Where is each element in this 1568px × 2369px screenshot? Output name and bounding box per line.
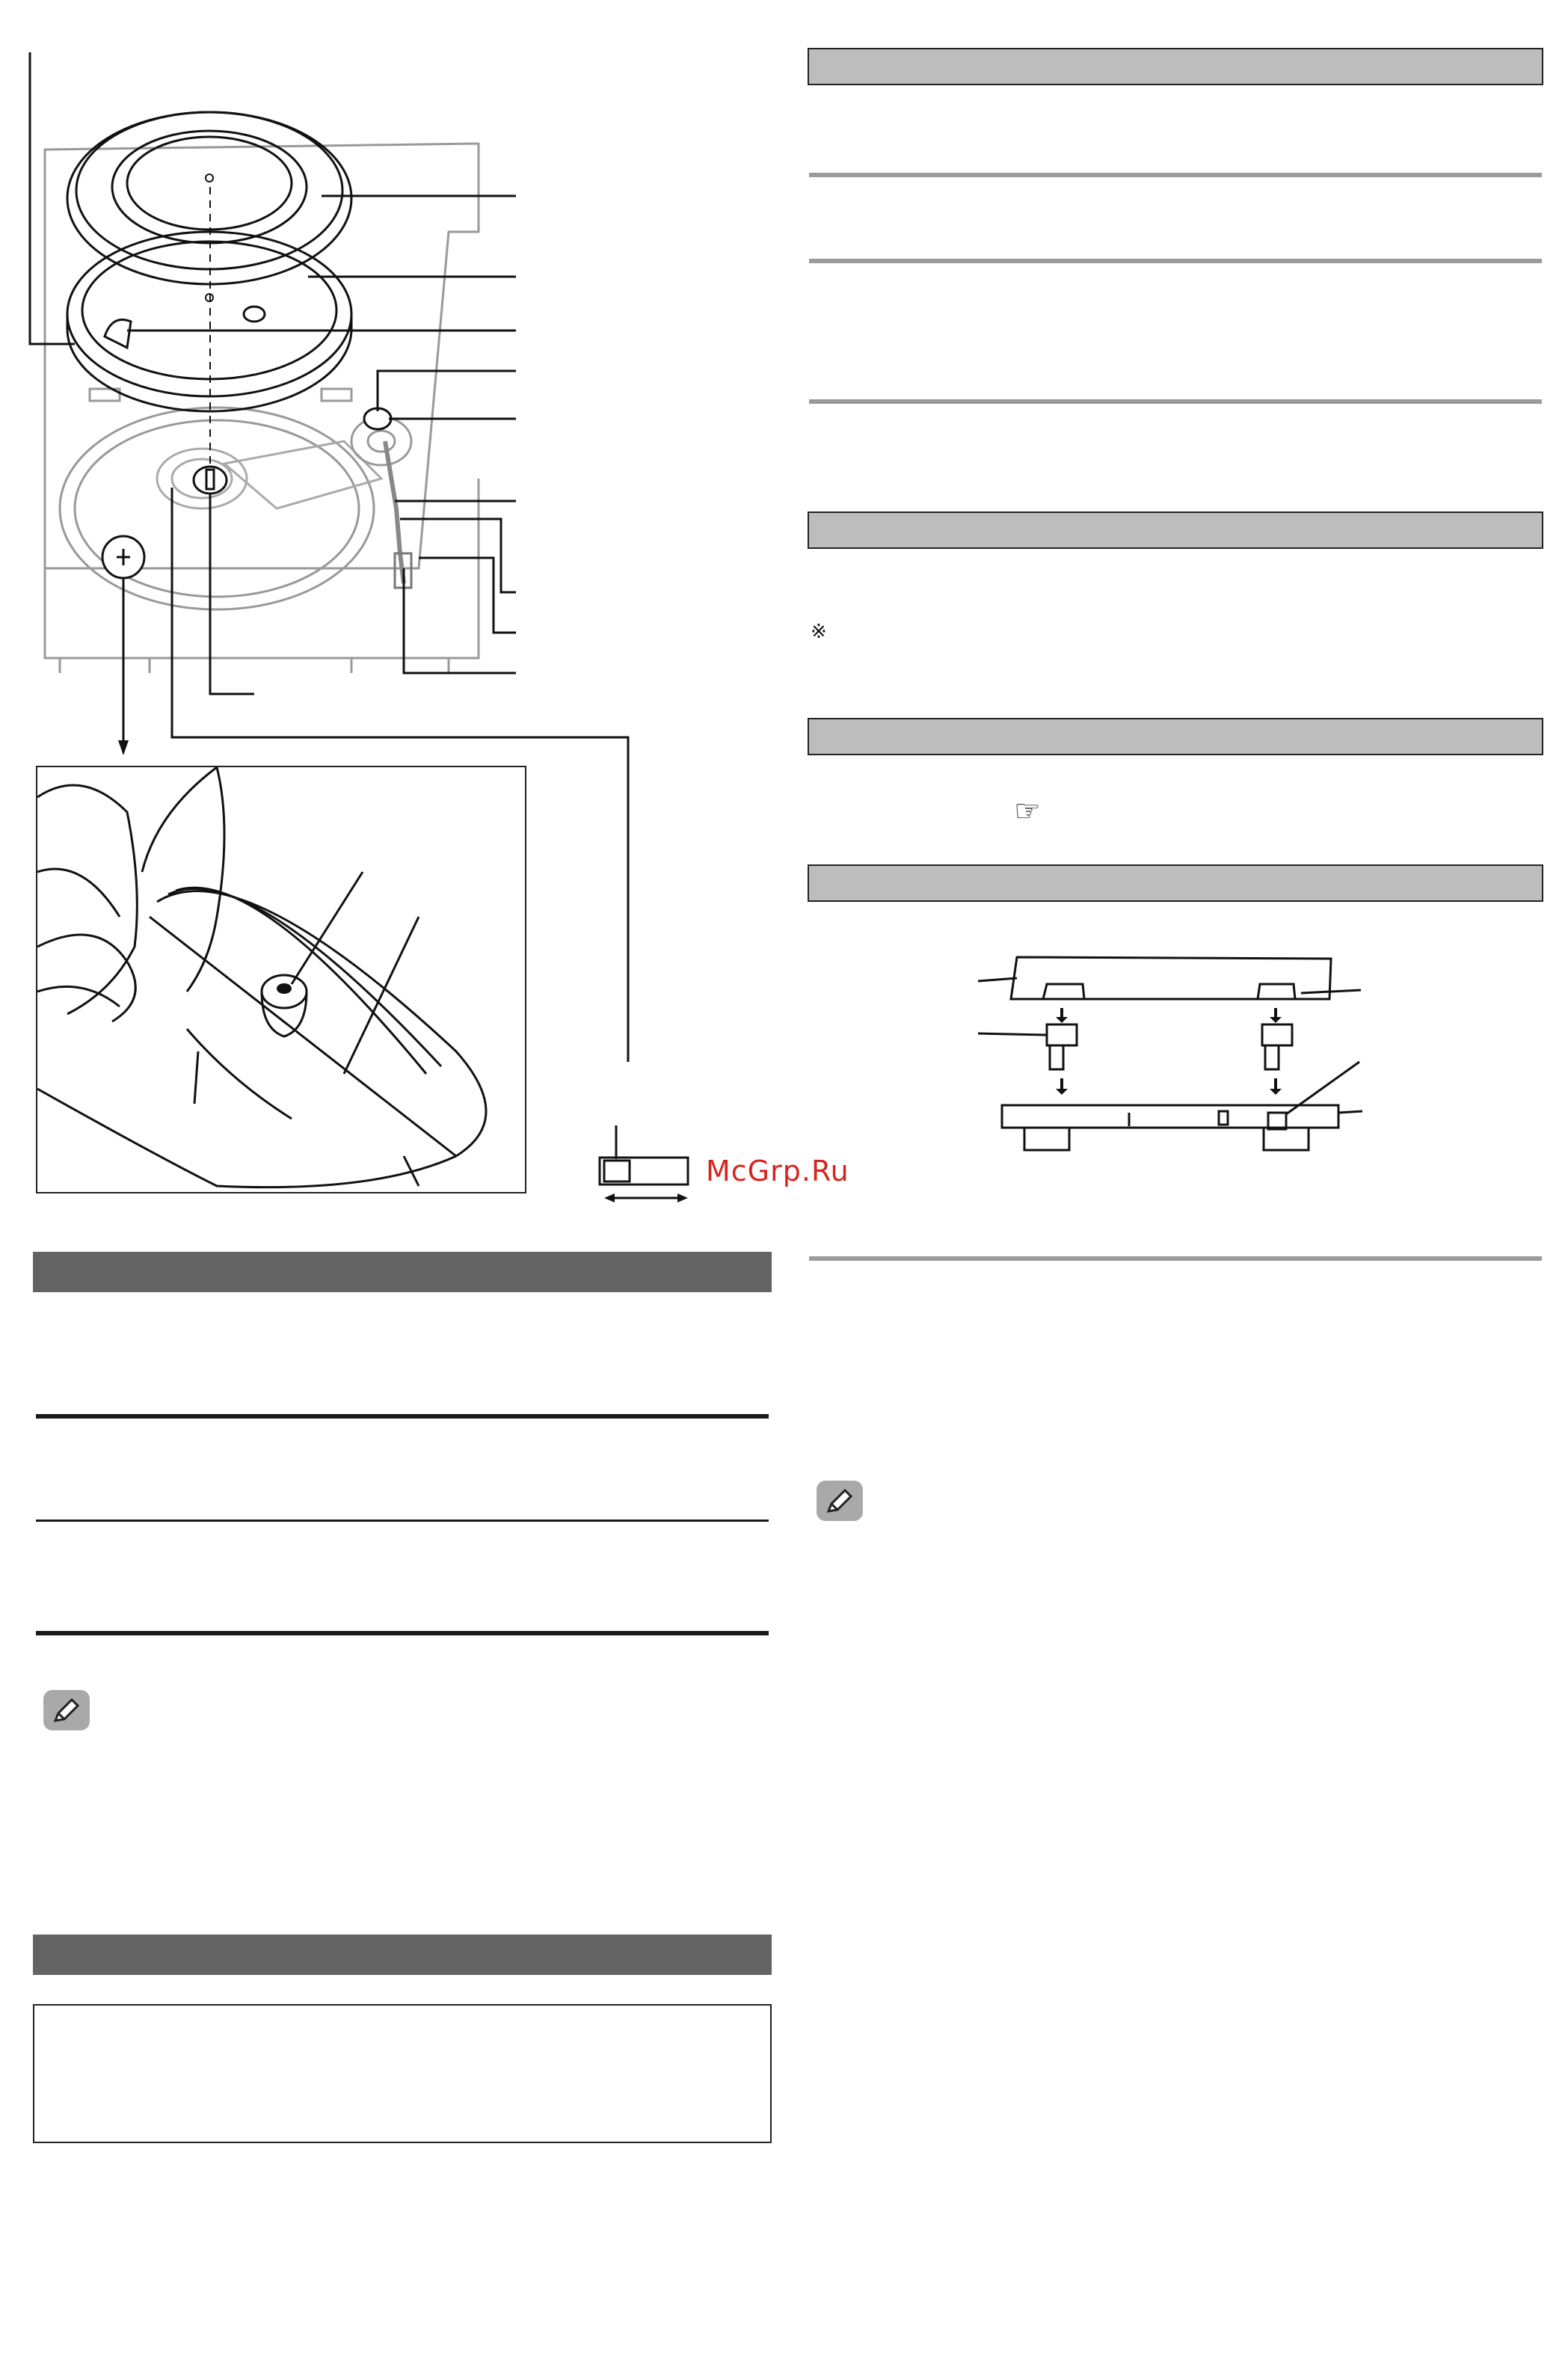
pencil-icon [52, 1697, 81, 1724]
section-divider [36, 1414, 769, 1419]
section-header-bar [808, 864, 1543, 902]
turntable-exploded-illustration [30, 90, 538, 703]
pencil-icon [825, 1487, 854, 1514]
pointing-hand-icon: ☞ [1014, 794, 1041, 829]
section-divider [809, 259, 1542, 263]
dust-cover-hinge-diagram [972, 942, 1368, 1167]
belt-detail-inset [36, 766, 526, 1193]
reference-mark: ※ [811, 621, 827, 643]
section-header-bar [808, 718, 1543, 755]
section-header-bar [33, 1935, 772, 1975]
slide-indicator-diagram [598, 1122, 695, 1204]
section-header-bar [808, 511, 1543, 549]
section-divider [809, 173, 1542, 177]
section-divider-thin [36, 1520, 769, 1522]
bordered-text-box [33, 2004, 772, 2143]
hand-belt-illustration [37, 767, 526, 1193]
watermark-text: McGrp.Ru [706, 1155, 849, 1187]
note-badge [43, 1690, 90, 1730]
section-divider [36, 1631, 769, 1635]
section-header-bar [808, 48, 1543, 85]
section-divider [809, 399, 1542, 404]
section-header-bar [33, 1252, 772, 1292]
note-badge [817, 1481, 863, 1521]
section-divider [809, 1256, 1542, 1261]
